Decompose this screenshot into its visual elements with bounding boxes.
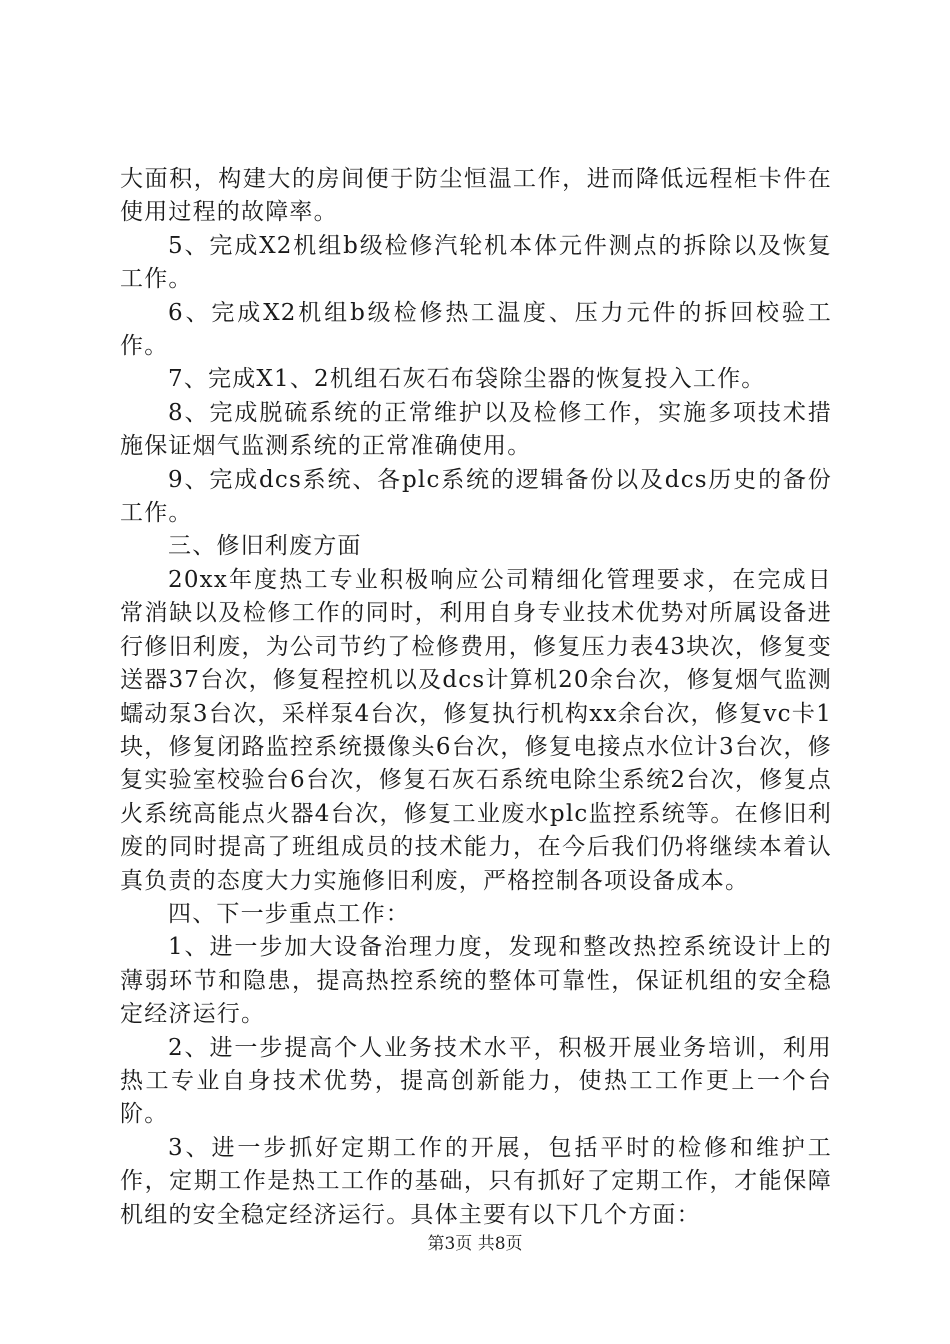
paragraph-continuation: 大面积，构建大的房间便于防尘恒温工作，进而降低远程柜卡件在使用过程的故障率。 [120,166,832,226]
paragraph-next-step-1: 1、进一步加大设备治理力度，发现和整改热控系统设计上的薄弱环节和隐患，提高热控系统的整体可靠性，保证机组的安全稳定经济运行。 [120,934,832,1028]
paragraph-item-9: 9、完成dcs系统、各plc系统的逻辑备份以及dcs历史的备份工作。 [120,466,832,527]
paragraph-item-6: 6、完成X2机组b级检修热工温度、压力元件的拆回校验工作。 [120,299,832,360]
paragraph-item-8: 8、完成脱硫系统的正常维护以及检修工作，实施多项技术措施保证烟气监测系统的正常准确使用。 [120,399,832,460]
paragraph-repair-summary: 20xx年度热工专业积极响应公司精细化管理要求，在完成日常消缺以及检修工作的同时，利用自身专业技术优势对所属设备进行修旧利废，为公司节约了检修费用，修复压力表43块次，修复变送器37台次，修复程控机以及dcs计算机20余台次，修复烟气监测蠕动泵3台次，采样泵4台次，修复执行机构xx余台次，修复vc卡1块，修复闭路监控系统摄像头6台次，修复电接点水位计3台次，修复实验室校验台6台次，修复石灰石系统电除尘系统2台次，修复点火系统高能点火器4台次，修复工业废水plc监控系统等。在修旧利废的同时提高了班组成员的技术能力，在今后我们仍将继续本着认真负责的态度大力实施修旧利废，严格控制各项设备成本。 [120,566,832,894]
page-footer [0,1233,950,1255]
document-body [120,163,832,1232]
paragraph-next-step-3: 3、进一步抓好定期工作的开展，包括平时的检修和维护工作，定期工作是热工工作的基础，只有抓好了定期工作，才能保障机组的安全稳定经济运行。具体主要有以下几个方面： [120,1134,832,1228]
paragraph-item-5: 5、完成X2机组b级检修汽轮机本体元件测点的拆除以及恢复工作。 [120,232,832,293]
section-heading-4: 四、下一步重点工作： [168,900,410,927]
paragraph-item-7: 7、完成X1、2机组石灰石布袋除尘器的恢复投入工作。 [168,366,766,393]
section-heading-3: 三、修旧利废方面 [168,533,362,560]
page-number: 第3页 共8页 [427,1234,523,1254]
paragraph-next-step-2: 2、进一步提高个人业务技术水平，积极开展业务培训，利用热工专业自身技术优势，提高创新能力，使热工工作更上一个台阶。 [120,1034,832,1128]
